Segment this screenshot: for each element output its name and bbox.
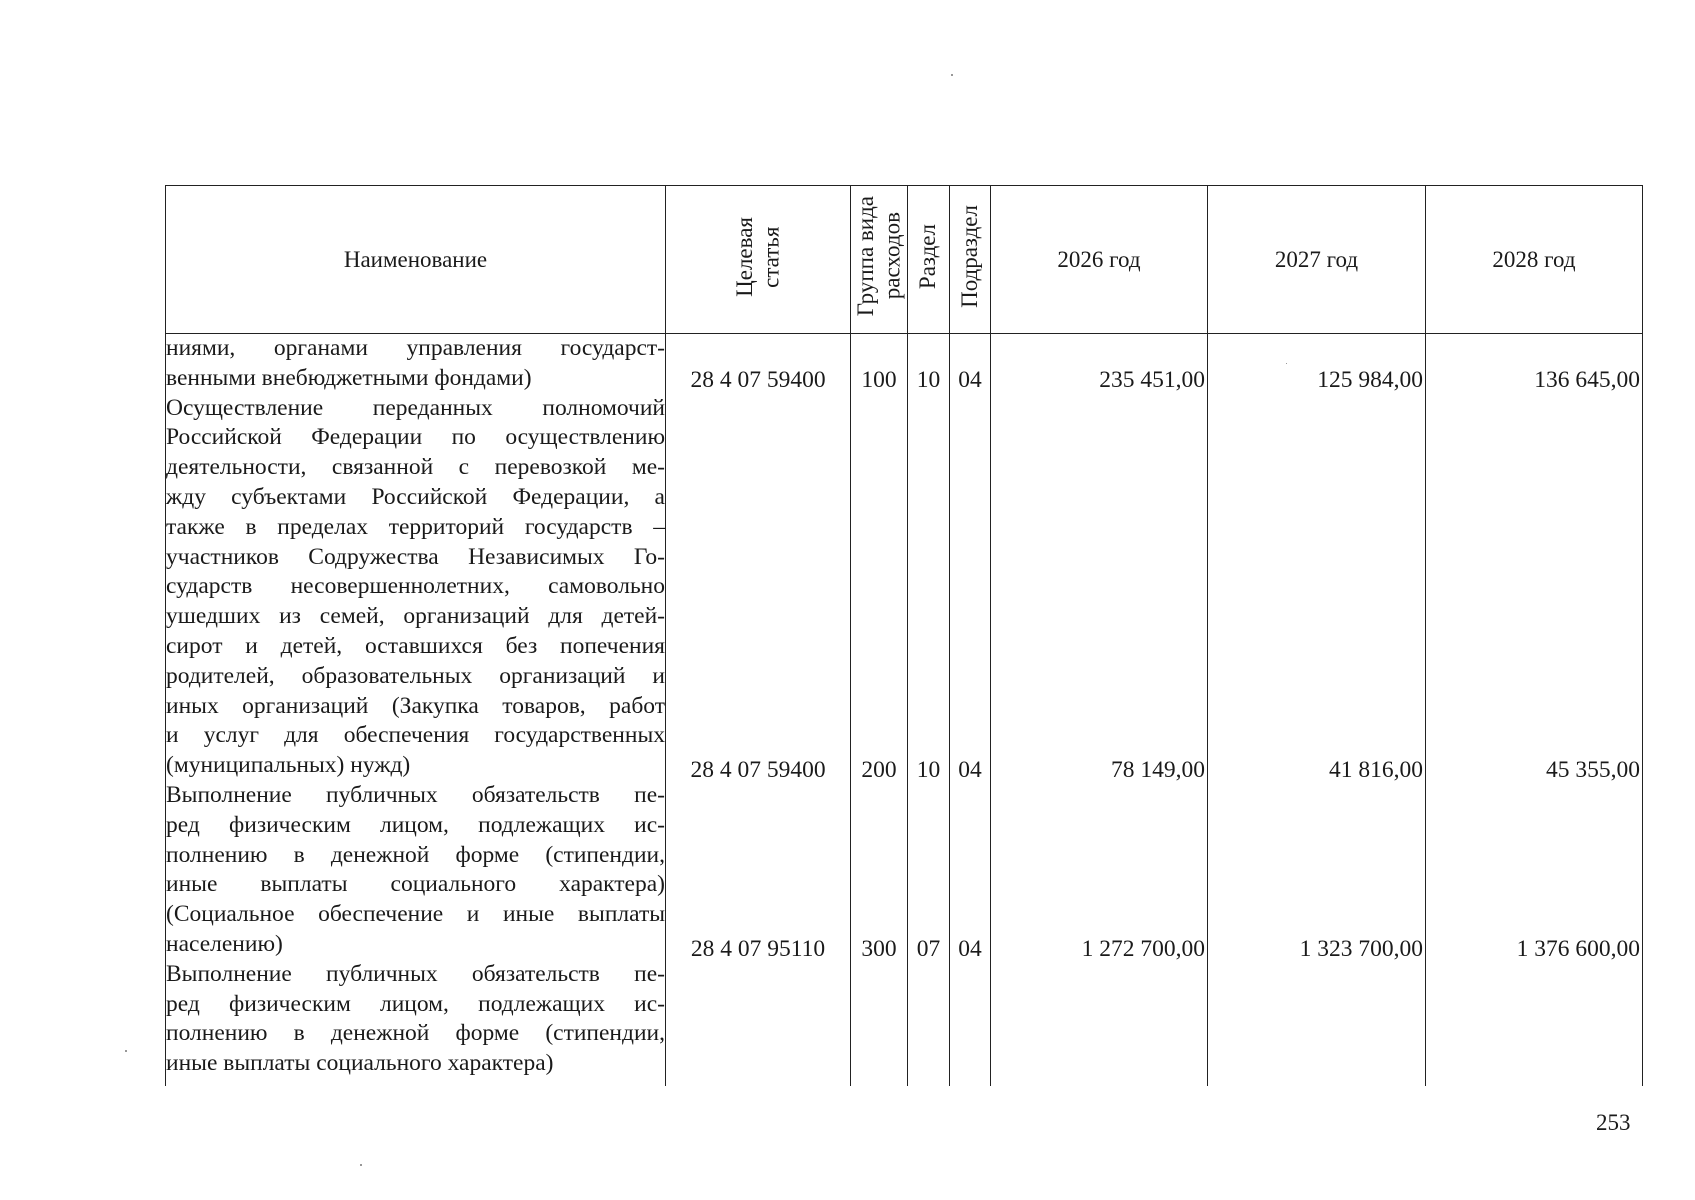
table-body — [166, 334, 1643, 1087]
row-name-line: ушедших из семей, организаций для детей- — [166, 603, 665, 630]
row-name-line: сударств несовершеннолетних, самовольно — [166, 573, 665, 600]
row-name-line: ред физическим лицом, подлежащих ис- — [166, 990, 665, 1017]
scan-speck — [951, 74, 953, 76]
header-2027: 2027 год — [1208, 186, 1426, 334]
amount-2026-row-2: 78 149,00 — [1111, 757, 1205, 783]
expense-group-row-3: 300 — [861, 936, 897, 962]
header-2028: 2028 год — [1426, 186, 1643, 334]
row-name-line: участников Содружества Независимых Го- — [166, 543, 665, 570]
row-name-line: полнению в денежной форме (стипендии, — [166, 1020, 665, 1047]
amount-2026-column — [991, 334, 1208, 1087]
header-2026: 2026 год — [991, 186, 1208, 334]
row-name-line: Выполнение публичных обязательств пе- — [166, 960, 665, 987]
scan-speck — [1286, 363, 1287, 364]
subsection-row-3: 04 — [958, 936, 982, 962]
header-subsection: Подраздел — [950, 186, 991, 334]
budget-table — [165, 185, 1643, 1086]
name-column — [166, 334, 666, 1087]
amount-2026-row-3: 1 272 700,00 — [1081, 936, 1205, 962]
target-article-row-2: 28 4 07 59400 — [690, 757, 826, 783]
header-section: Раздел — [908, 186, 950, 334]
expense-group-row-2: 200 — [861, 757, 897, 783]
section-row-3: 07 — [916, 936, 941, 962]
amount-2027-row-1: 125 984,00 — [1317, 367, 1423, 393]
row-name-line: сирот и детей, оставшихся без попечения — [166, 632, 665, 659]
target-article-column — [666, 334, 851, 1087]
row-name-line: ниями, органами управления государст- — [166, 335, 665, 361]
expense-group-column — [851, 334, 908, 1087]
table-header — [166, 186, 1643, 334]
amount-2027-column — [1208, 334, 1426, 1087]
header-name: Наименование — [166, 186, 666, 334]
target-article-row-3: 28 4 07 95110 — [690, 936, 826, 962]
amount-2027-row-2: 41 816,00 — [1329, 757, 1423, 783]
expense-group-row-1: 100 — [861, 367, 897, 393]
amount-2028-row-2: 45 355,00 — [1546, 757, 1640, 783]
amount-2028-row-1: 136 645,00 — [1534, 367, 1640, 393]
row-name-line: иные выплаты социального характера) — [166, 1050, 554, 1077]
scan-speck — [360, 1164, 362, 1166]
target-article-row-1: 28 4 07 59400 — [690, 367, 826, 393]
row-name-line: Российской Федерации по осуществлению — [166, 424, 665, 451]
scan-speck — [125, 1050, 127, 1052]
row-name-line: и услуг для обеспечения государственных — [166, 722, 665, 749]
header-target-article: Целевая статья — [666, 186, 851, 334]
row-name-line: также в пределах территорий государств – — [166, 513, 665, 540]
amount-2028-column — [1426, 334, 1643, 1087]
amount-2026-row-1: 235 451,00 — [1099, 367, 1205, 393]
row-name-line: жду субъектами Российской Федерации, а — [166, 483, 665, 510]
row-name-line: венными внебюджетными фондами) — [166, 364, 532, 391]
amount-2028-row-3: 1 376 600,00 — [1516, 936, 1640, 962]
subsection-column — [950, 334, 991, 1087]
section-row-1: 10 — [916, 367, 941, 393]
header-expense-group: Группа вида расходов — [851, 186, 908, 334]
row-name-line: населению) — [166, 930, 283, 957]
row-name-line: полнению в денежной форме (стипендии, — [166, 841, 665, 868]
row-name-line: родителей, образовательных организаций и — [166, 662, 665, 689]
section-column — [908, 334, 950, 1087]
row-name-line: деятельности, связанной с перевозкой ме- — [166, 454, 665, 481]
row-name-line: иных организаций (Закупка товаров, работ — [166, 692, 665, 719]
row-name-line: иные выплаты социального характера) — [166, 871, 665, 898]
row-name-line: Выполнение публичных обязательств пе- — [166, 781, 665, 808]
row-name-line: ред физическим лицом, подлежащих ис- — [166, 811, 665, 838]
subsection-row-1: 04 — [958, 367, 982, 393]
row-name-line: Осуществление переданных полномочий — [166, 394, 665, 421]
row-name-line: (Социальное обеспечение и иные выплаты — [166, 901, 665, 928]
amount-2027-row-3: 1 323 700,00 — [1299, 936, 1423, 962]
subsection-row-2: 04 — [958, 757, 982, 783]
page-number: 253 — [1596, 1110, 1631, 1135]
section-row-2: 10 — [916, 757, 941, 783]
row-name-line: (муниципальных) нужд) — [166, 752, 411, 779]
